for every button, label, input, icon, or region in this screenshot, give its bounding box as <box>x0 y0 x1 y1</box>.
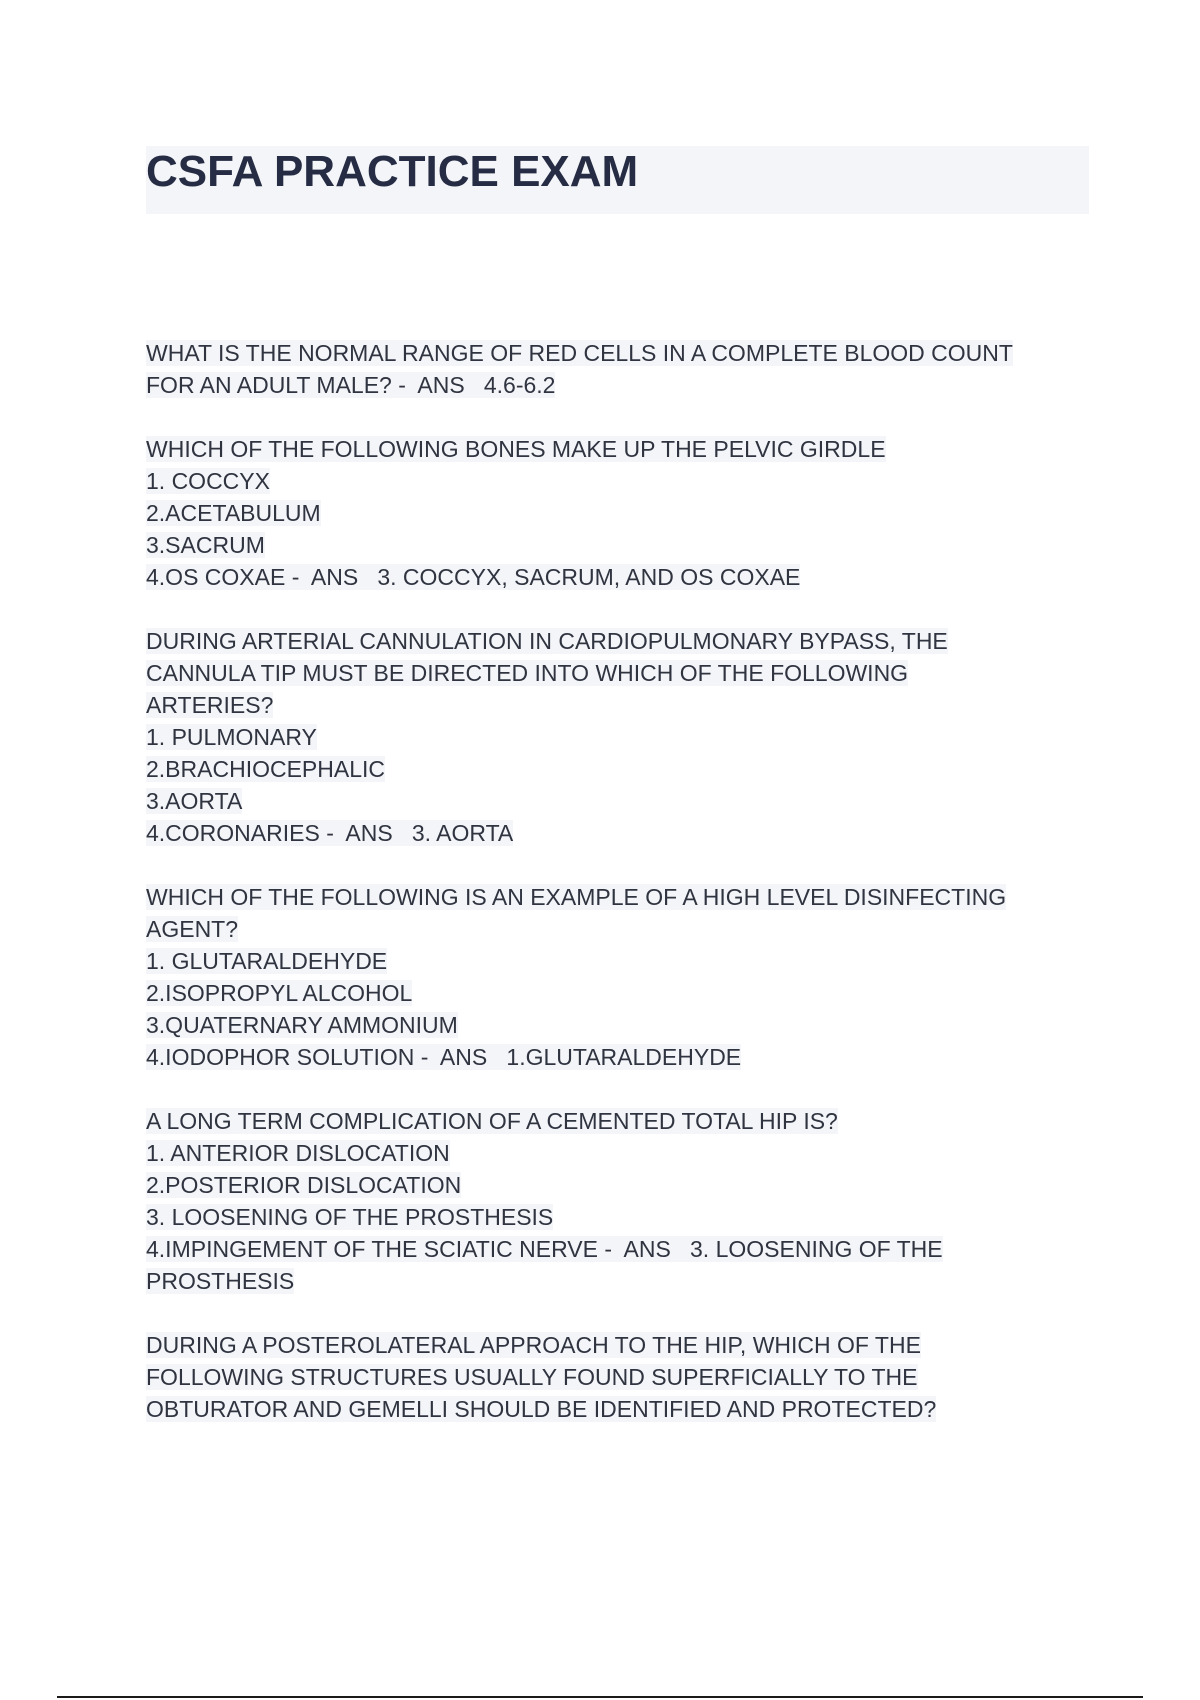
answer-option: 1. ANTERIOR DISLOCATION <box>146 1140 450 1166</box>
question-line: DURING ARTERIAL CANNULATION IN CARDIOPULMONARY BYPASS, THE <box>146 628 948 654</box>
question-list <box>146 337 1076 1457</box>
answer-option: 4.IODOPHOR SOLUTION - ANS 1.GLUTARALDEHYDE <box>146 1044 742 1070</box>
answer-option: 4.IMPINGEMENT OF THE SCIATIC NERVE - ANS 3. LOOSENING OF THE <box>146 1236 943 1262</box>
answer-option: 3.SACRUM <box>146 532 265 558</box>
answer-option: 1. PULMONARY <box>146 724 317 750</box>
answer-option: 2.BRACHIOCEPHALIC <box>146 756 386 782</box>
question-line: WHICH OF THE FOLLOWING BONES MAKE UP THE PELVIC GIRDLE <box>146 436 886 462</box>
question-block <box>146 433 1076 593</box>
question-block <box>146 1105 1076 1297</box>
answer-option: 4.OS COXAE - ANS 3. COCCYX, SACRUM, AND OS COXAE <box>146 564 801 590</box>
question-line: A LONG TERM COMPLICATION OF A CEMENTED TOTAL HIP IS? <box>146 1108 838 1134</box>
answer-option: 2.ACETABULUM <box>146 500 321 526</box>
answer-option: 1. COCCYX <box>146 468 270 494</box>
question-line: ARTERIES? <box>146 692 274 718</box>
question-block <box>146 625 1076 849</box>
answer-option: 4.CORONARIES - ANS 3. AORTA <box>146 820 514 846</box>
question-line: WHAT IS THE NORMAL RANGE OF RED CELLS IN A COMPLETE BLOOD COUNT <box>146 340 1013 366</box>
answer-option: PROSTHESIS <box>146 1268 295 1294</box>
question-line: FOR AN ADULT MALE? - ANS 4.6-6.2 <box>146 372 556 398</box>
answer-option: 1. GLUTARALDEHYDE <box>146 948 388 974</box>
answer-option: 2.ISOPROPYL ALCOHOL <box>146 980 413 1006</box>
question-line: OBTURATOR AND GEMELLI SHOULD BE IDENTIFIED AND PROTECTED? <box>146 1396 937 1422</box>
question-line: CANNULA TIP MUST BE DIRECTED INTO WHICH OF THE FOLLOWING <box>146 660 909 686</box>
answer-option: 3. LOOSENING OF THE PROSTHESIS <box>146 1204 554 1230</box>
answer-option: 2.POSTERIOR DISLOCATION <box>146 1172 462 1198</box>
question-line: DURING A POSTEROLATERAL APPROACH TO THE HIP, WHICH OF THE <box>146 1332 921 1358</box>
question-line: AGENT? <box>146 916 239 942</box>
footer-divider <box>57 1696 1143 1698</box>
question-line: FOLLOWING STRUCTURES USUALLY FOUND SUPERFICIALLY TO THE <box>146 1364 918 1390</box>
answer-option: 3.QUATERNARY AMMONIUM <box>146 1012 458 1038</box>
answer-option: 3.AORTA <box>146 788 243 814</box>
question-block <box>146 881 1076 1073</box>
document-title: CSFA PRACTICE EXAM <box>146 147 639 196</box>
question-line: WHICH OF THE FOLLOWING IS AN EXAMPLE OF A HIGH LEVEL DISINFECTING <box>146 884 1007 910</box>
question-block <box>146 1329 1076 1425</box>
question-block <box>146 337 1076 401</box>
